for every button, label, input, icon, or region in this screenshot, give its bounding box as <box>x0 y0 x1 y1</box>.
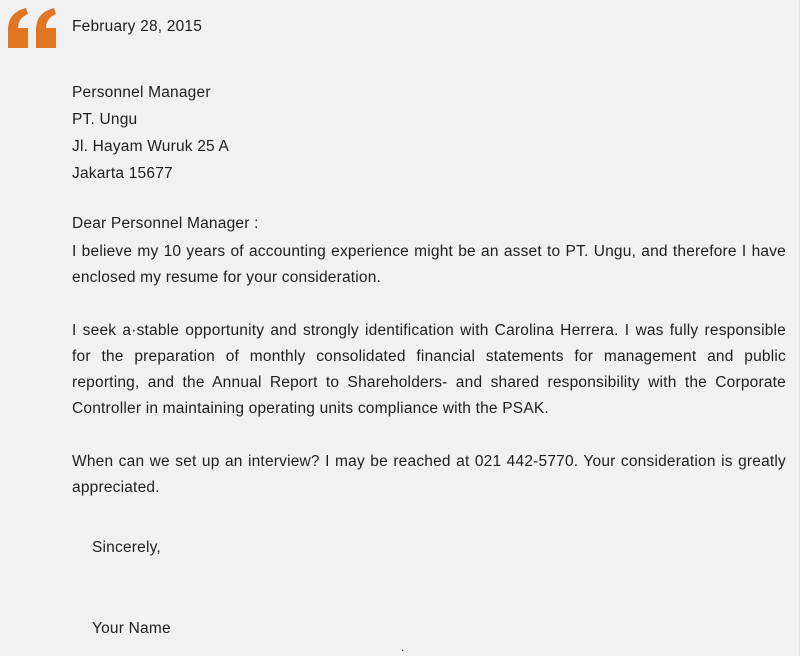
recipient-street: Jl. Hayam Wuruk 25 A <box>72 138 230 155</box>
body-paragraph-3: When can we set up an interview? I may be reached at 021 442-5770. Your consideration is greatly appreciated. <box>72 453 786 496</box>
salutation: Dear Personnel Manager : <box>72 215 259 232</box>
closing: Sincerely, <box>92 539 161 556</box>
recipient-address <box>72 80 786 188</box>
body-paragraph-2: I seek a·stable opportunity and strongly identification with Carolina Herrera. I was fully responsible for the preparation of monthly consolidated financial statements for management and public reporting, and the Annual Report to Shareholders- and shared responsibility with the Corporate Controller in maintaining operating units compliance with the PSAK. <box>72 322 786 417</box>
letter-date: February 28, 2015 <box>72 18 203 35</box>
stray-dot: . <box>401 640 405 654</box>
cover-letter <box>72 14 786 642</box>
recipient-title: Personnel Manager <box>72 84 211 101</box>
recipient-city: Jakarta 15677 <box>72 165 173 182</box>
body-paragraph-1: I believe my 10 years of accounting experience might be an asset to PT. Ungu, and therefore I have enclosed my resume for your consideration. <box>72 243 786 286</box>
signature-name: Your Name <box>92 620 171 637</box>
quote-mark-right-glyph <box>36 8 56 48</box>
quote-mark-icon <box>6 6 62 50</box>
quote-mark-left-glyph <box>8 8 28 48</box>
recipient-company: PT. Ungu <box>72 111 138 128</box>
